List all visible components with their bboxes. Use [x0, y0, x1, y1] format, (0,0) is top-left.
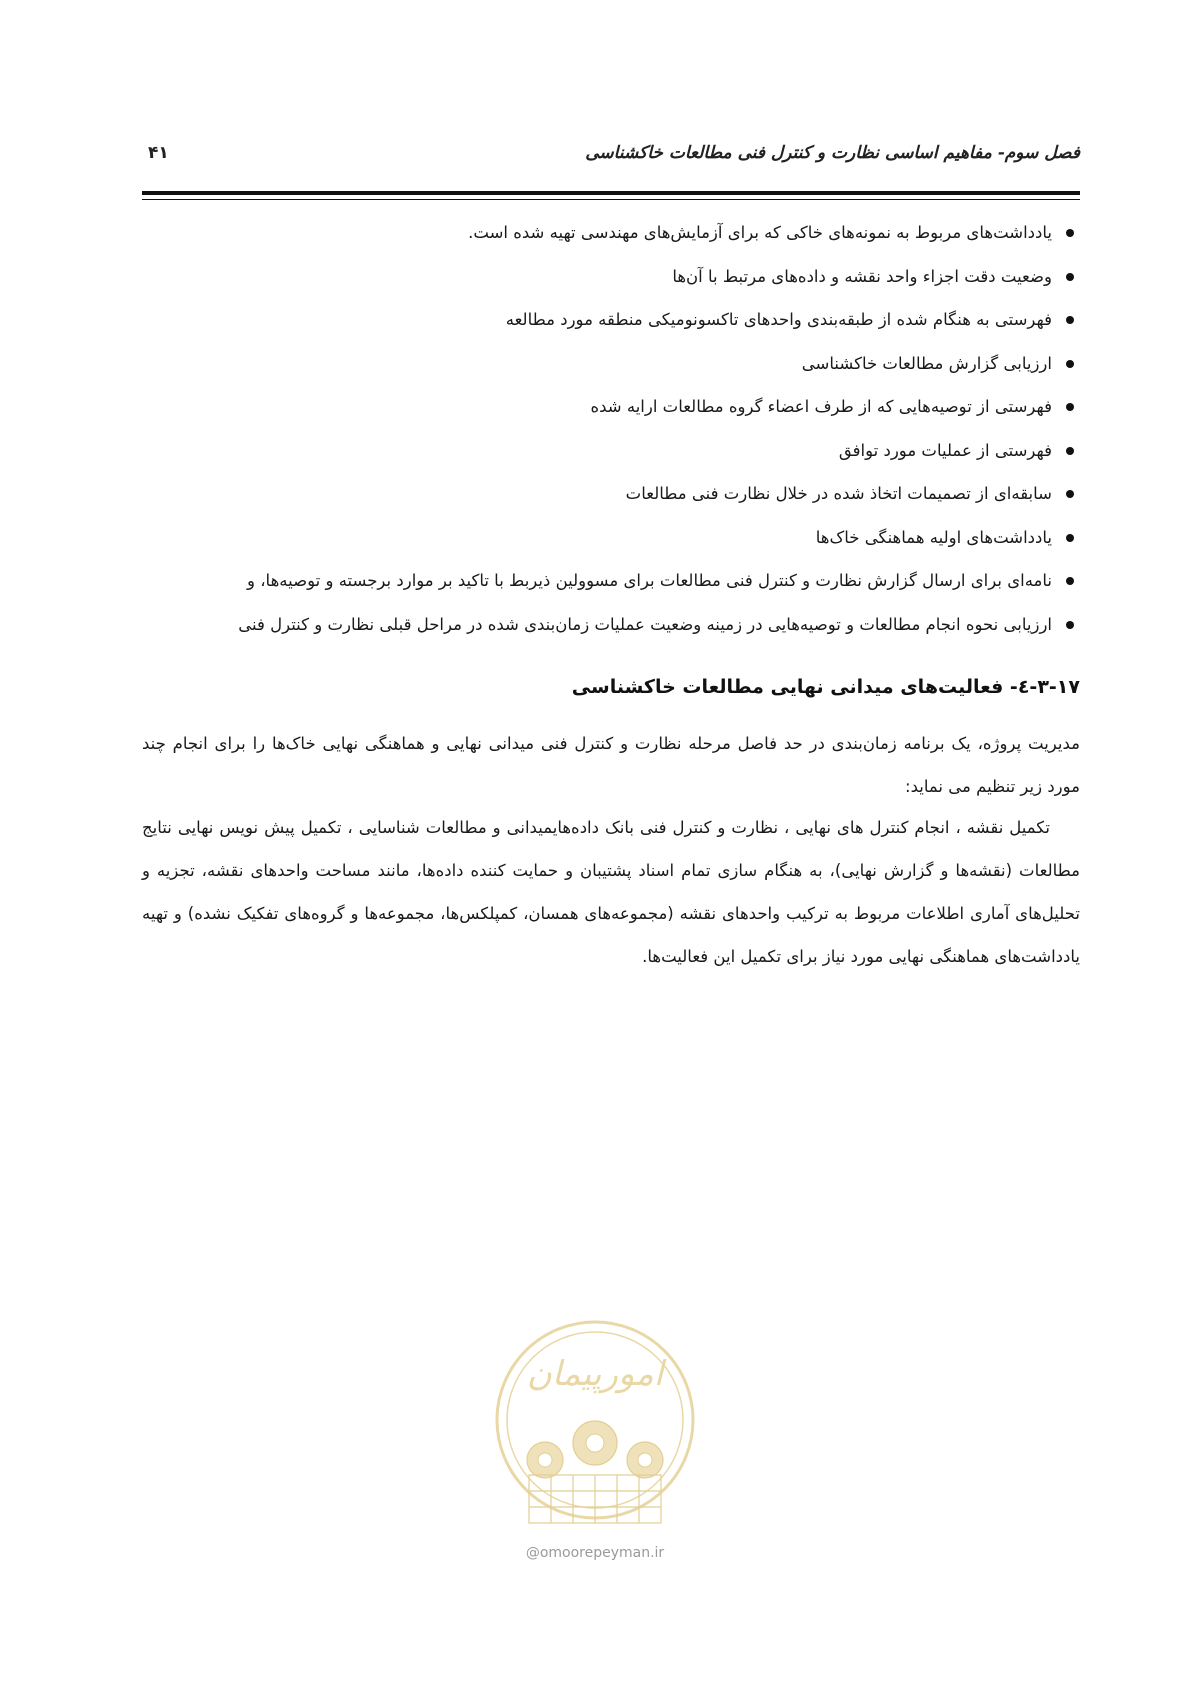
header-rule-thick: [142, 191, 1080, 195]
bullet-dot-icon: [1066, 316, 1074, 324]
bullet-item: سابقه‌ای از تصمیمات اتخاذ شده در خلال نظارت فنی مطالعات: [142, 479, 1080, 523]
bullet-dot-icon: [1066, 273, 1074, 281]
bullet-item: یادداشت‌های مربوط به نمونه‌های خاکی که برای آزمایش‌های مهندسی تهیه شده است.: [142, 218, 1080, 262]
watermark-url: @omoorepeyman.ir: [525, 1545, 665, 1561]
bullet-dot-icon: [1066, 490, 1074, 498]
section-heading: ۳-۱۷-٤- فعالیت‌های میدانی نهایی مطالعات خاکشناسی: [571, 676, 1080, 698]
bullet-dot-icon: [1066, 534, 1074, 542]
bullet-dot-icon: [1066, 403, 1074, 411]
bullet-item: فهرستی به هنگام شده از طبقه‌بندی واحدهای تاکسونومیکی منطقه مورد مطالعه: [142, 305, 1080, 349]
watermark-logo: [485, 1315, 705, 1565]
watermark-logo-text: امورپیمان: [526, 1354, 664, 1394]
bullet-dot-icon: [1066, 360, 1074, 368]
bullet-dot-icon: [1066, 447, 1074, 455]
running-header: [142, 143, 1080, 173]
bullet-item: یادداشت‌های اولیه هماهنگی خاک‌ها: [142, 523, 1080, 567]
bullet-item: فهرستی از عملیات مورد توافق: [142, 436, 1080, 480]
bullet-item: وضعیت دقت اجزاء واحد نقشه و داده‌های مرتبط با آن‌ها: [142, 262, 1080, 306]
bullet-dot-icon: [1066, 229, 1074, 237]
chapter-title: فصل سوم- مفاهیم اساسی نظارت و کنترل فنی مطالعات خاکشناسی: [585, 143, 1080, 163]
bullet-dot-icon: [1066, 621, 1074, 629]
bullet-list: [142, 218, 1080, 653]
body-paragraph: تکمیل نقشه ، انجام کنترل های نهایی ، نظارت و کنترل فنی بانک داده‌هایمیدانی و مطالعات شناسایی ، تکمیل پیش نویس نهایی نتایج مطالعات (نقشه‌ها و گزارش نهایی)، به هنگام سازی تمام اسناد پشتیبان و حمایت کننده داده‌ها، مانند مساحت واحدهای نقشه، تجزیه و تحلیل‌های آماری اطلاعات مربوط به ترکیب واحدهای نقشه (مجموعه‌های همسان، کمپلکس‌ها، مجموعه‌ها و گروه‌های تفکیک نشده) و تهیه یادداشت‌های هماهنگی نهایی مورد نیاز برای تکمیل این فعالیت‌ها.: [142, 818, 1080, 966]
bullet-item: نامه‌ای برای ارسال گزارش نظارت و کنترل فنی مطالعات برای مسوولین ذیربط با تاکید بر موارد برجسته و توصیه‌ها، و: [142, 566, 1080, 610]
body-paragraph: مدیریت پروژه، یک برنامه زمان‌بندی در حد فاصل مرحله نظارت و کنترل فنی میدانی نهایی و هماهنگی نهایی خاک‌ها را برای انجام چند مورد زیر تنظیم می نماید:: [142, 734, 1080, 796]
bullet-item: فهرستی از توصیه‌هایی که از طرف اعضاء گروه مطالعات ارایه شده: [142, 392, 1080, 436]
bullet-dot-icon: [1066, 577, 1074, 585]
bullet-item: ارزیابی گزارش مطالعات خاکشناسی: [142, 349, 1080, 393]
bullet-item: ارزیابی نحوه انجام مطالعات و توصیه‌هایی در زمینه وضعیت عملیات زمان‌بندی شده در مراحل قبلی نظارت و کنترل فنی: [142, 610, 1080, 654]
page-number: ۴۱: [148, 143, 169, 163]
header-rule-thin: [142, 199, 1080, 200]
